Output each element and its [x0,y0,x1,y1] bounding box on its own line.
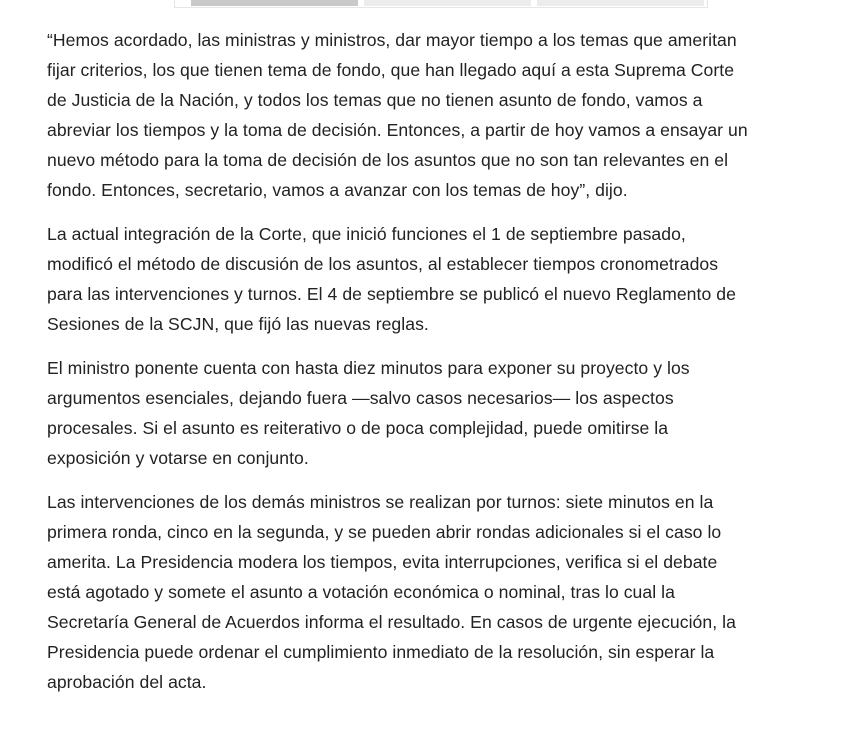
paragraph-quote [47,25,847,205]
paragraph-integration [47,219,847,339]
carousel-indicator-2[interactable] [364,0,531,6]
text-line: La actual integración de la Corte, que inició funciones el 1 de septiembre pasado, [47,224,686,244]
text-line: fondo. Entonces, secretario, vamos a avanzar con los temas de hoy”, dijo. [47,180,628,200]
text-line: argumentos esenciales, dejando fuera —salvo casos necesarios— los aspectos [47,388,674,408]
text-line: procesales. Si el asunto es reiterativo o de poca complejidad, puede omitirse la [47,418,669,438]
article-body [47,25,847,711]
carousel-indicator-bar [174,0,708,8]
text-line: Presidencia puede ordenar el cumplimiento inmediato de la resolución, sin esperar la [47,642,715,662]
text-line: Las intervenciones de los demás ministros se realizan por turnos: siete minutos en la [47,492,714,512]
text-line: amerita. La Presidencia modera los tiempos, evita interrupciones, verifica si el debate [47,552,718,572]
carousel-indicator-1[interactable] [191,0,358,6]
text-line: nuevo método para la toma de decisión de los asuntos que no son tan relevantes en el [47,150,729,170]
carousel-indicator-3[interactable] [537,0,704,6]
paragraph-interventions [47,487,847,697]
text-line: primera ronda, cinco en la segunda, y se pueden abrir rondas adicionales si el caso lo [47,522,722,542]
text-line: Sesiones de la SCJN, que fijó las nuevas reglas. [47,314,429,334]
text-line: El ministro ponente cuenta con hasta diez minutos para exponer su proyecto y los [47,358,690,378]
paragraph-ponente [47,353,847,473]
text-line: de Justicia de la Nación, y todos los temas que no tienen asunto de fondo, vamos a [47,90,703,110]
text-line: fijar criterios, los que tienen tema de fondo, que han llegado aquí a esta Suprema Corte [47,60,735,80]
text-line: exposición y votarse en conjunto. [47,448,309,468]
text-line: “Hemos acordado, las ministras y ministros, dar mayor tiempo a los temas que ameritan [47,30,737,50]
text-line: Secretaría General de Acuerdos informa el resultado. En casos de urgente ejecución, la [47,612,736,632]
text-line: modificó el método de discusión de los asuntos, al establecer tiempos cronometrados [47,254,719,274]
text-line: para las intervenciones y turnos. El 4 de septiembre se publicó el nuevo Reglamento de [47,284,736,304]
text-line: abreviar los tiempos y la toma de decisión. Entonces, a partir de hoy vamos a ensayar un [47,120,748,140]
text-line: está agotado y somete el asunto a votación económica o nominal, tras lo cual la [47,582,675,602]
text-line: aprobación del acta. [47,672,207,692]
